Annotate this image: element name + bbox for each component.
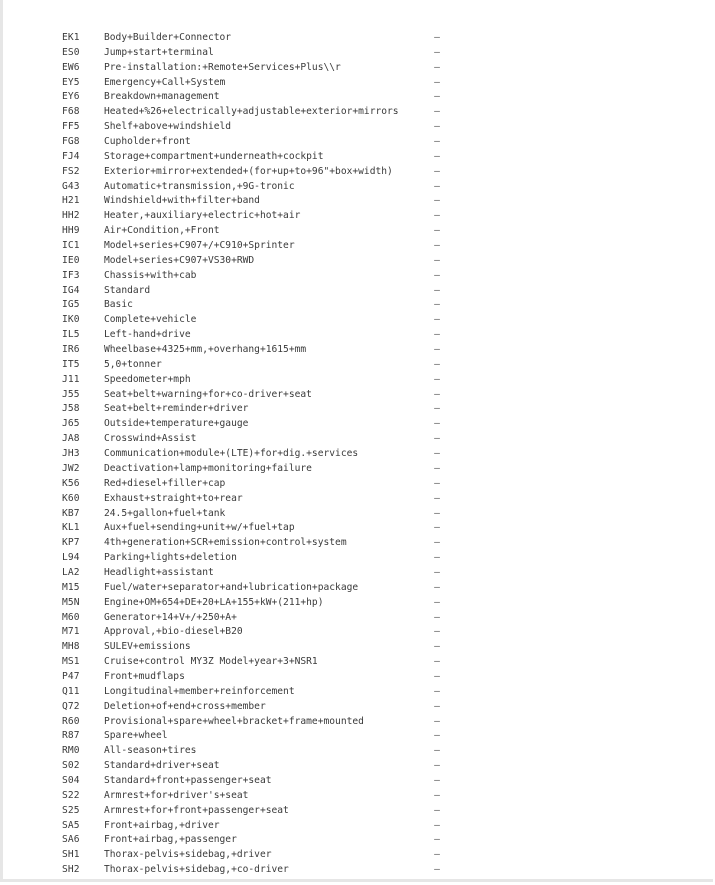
option-value: – [434,834,440,846]
option-description: SULEV+emissions [104,641,191,653]
option-description: Model+series+C907+/+C910+Sprinter [104,240,295,252]
option-description: Thorax-pelvis+sidebag,+driver [104,849,272,861]
option-description: Longitudinal+member+reinforcement [104,685,295,697]
option-description: Speedometer+mph [104,373,191,385]
option-description: Storage+compartment+underneath+cockpit [104,150,324,162]
option-code: IR6 [62,344,80,356]
option-description: Pre-installation:+Remote+Services+Plus\\r [104,61,341,73]
option-code: SH1 [62,849,80,861]
option-row [62,254,462,269]
option-value: – [434,656,440,668]
option-value: – [434,32,440,43]
option-description: Air+Condition,+Front [104,225,220,237]
option-code: IT5 [62,358,80,370]
option-value: – [434,121,440,133]
option-description: All-season+tires [104,745,197,757]
option-row [62,328,462,343]
option-description: Fuel/water+separator+and+lubrication+package [104,581,359,593]
option-description: Front+airbag,+passenger [104,834,237,846]
option-value: – [434,403,440,415]
option-row [62,536,462,551]
option-description: Seat+belt+warning+for+co-driver+seat [104,388,312,400]
option-value: – [434,136,440,148]
option-value: – [434,344,440,356]
option-row [62,388,462,403]
option-row [62,269,462,284]
option-row [62,566,462,581]
option-code: J58 [62,403,80,415]
option-code: EK1 [62,32,80,43]
option-row [62,833,462,848]
option-row [62,417,462,432]
option-code: J55 [62,388,80,400]
option-code: F68 [62,106,80,118]
option-description: Cruise+control MY3Z Model+year+3+NSR1 [104,656,318,668]
option-description: Armrest+for+front+passenger+seat [104,804,289,816]
option-description: Armrest+for+driver's+seat [104,789,249,801]
option-code: IF3 [62,269,80,281]
option-code: MS1 [62,656,80,668]
option-value: – [434,46,440,58]
option-row [62,655,462,670]
option-description: Crosswind+Assist [104,433,197,445]
option-code: RM0 [62,745,80,757]
option-description: Automatic+transmission,+9G-tronic [104,180,295,192]
option-code: FS2 [62,165,80,177]
option-code: MH8 [62,641,80,653]
option-description: Chassis+with+cab [104,269,197,281]
option-code: IE0 [62,254,80,266]
option-value: – [434,91,440,103]
option-value: – [434,418,440,430]
option-code: S02 [62,760,80,772]
option-row [62,105,462,120]
option-value: – [434,596,440,608]
option-row [62,76,462,91]
option-code: J65 [62,418,80,430]
option-value: – [434,804,440,816]
option-row [62,284,462,299]
option-value: – [434,150,440,162]
option-value: – [434,388,440,400]
option-row [62,150,462,165]
option-row [62,848,462,863]
option-value: – [434,61,440,73]
option-description: Engine+OM+654+DE+20+LA+155+kW+(211+hp) [104,596,324,608]
option-code: G43 [62,180,80,192]
option-value: – [434,760,440,772]
option-code: SH2 [62,864,80,876]
option-row [62,209,462,224]
option-description: Standard+driver+seat [104,760,220,772]
option-value: – [434,106,440,118]
option-row [62,640,462,655]
option-row [62,165,462,180]
option-value: – [434,492,440,504]
option-row [62,313,462,328]
option-value: – [434,269,440,281]
option-description: Model+series+C907+VS30+RWD [104,254,255,266]
option-description: Basic [104,299,133,311]
option-description: Deactivation+lamp+monitoring+failure [104,462,312,474]
option-row [62,402,462,417]
option-description: Generator+14+V+/+250+A+ [104,611,237,623]
option-value: – [434,373,440,385]
option-code: L94 [62,552,80,564]
option-code: M60 [62,611,80,623]
option-value: – [434,195,440,207]
option-row [62,224,462,239]
option-code: S04 [62,774,80,786]
option-code: M5N [62,596,80,608]
option-row [62,700,462,715]
option-description: Parking+lights+deletion [104,552,237,564]
option-code: P47 [62,670,80,682]
option-code: K56 [62,477,80,489]
option-description: Provisional+spare+wheel+bracket+frame+mounted [104,715,364,727]
option-description: Windshield+with+filter+band [104,195,260,207]
option-value: – [434,329,440,341]
option-value: – [434,462,440,474]
option-row [62,774,462,789]
option-code: KL1 [62,522,80,534]
option-value: – [434,774,440,786]
option-row [62,180,462,195]
option-row [62,715,462,730]
option-description: Outside+temperature+gauge [104,418,249,430]
option-value: – [434,358,440,370]
option-code: M71 [62,626,80,638]
option-value: – [434,611,440,623]
option-description: Seat+belt+reminder+driver [104,403,249,415]
option-row [62,298,462,313]
option-row [62,789,462,804]
option-code: S25 [62,804,80,816]
option-row [62,239,462,254]
option-description: 5,0+tonner [104,358,162,370]
option-code: H21 [62,195,80,207]
option-row [62,477,462,492]
option-code: IC1 [62,240,80,252]
option-code: ES0 [62,46,80,58]
option-value: – [434,507,440,519]
option-row [62,90,462,105]
option-description: Spare+wheel [104,730,168,742]
option-row [62,596,462,611]
option-description: Aux+fuel+sending+unit+w/+fuel+tap [104,522,295,534]
option-code: HH2 [62,210,80,222]
option-description: Emergency+Call+System [104,76,226,88]
option-value: – [434,641,440,653]
option-row [62,611,462,626]
option-row [62,670,462,685]
option-value: – [434,700,440,712]
option-description: Body+Builder+Connector [104,32,232,43]
option-description: Front+mudflaps [104,670,185,682]
option-description: Wheelbase+4325+mm,+overhang+1615+mm [104,344,307,356]
option-value: – [434,210,440,222]
option-value: – [434,299,440,311]
option-code: IK0 [62,314,80,326]
option-description: Shelf+above+windshield [104,121,232,133]
option-row [62,507,462,522]
option-value: – [434,819,440,831]
option-row [62,358,462,373]
option-description: Cupholder+front [104,136,191,148]
option-value: – [434,477,440,489]
option-value: – [434,314,440,326]
option-value: – [434,225,440,237]
option-value: – [434,284,440,296]
option-row [62,462,462,477]
option-row [62,492,462,507]
option-value: – [434,522,440,534]
option-row [62,744,462,759]
option-value: – [434,745,440,757]
option-code: Q11 [62,685,80,697]
option-description: Thorax-pelvis+sidebag,+co-driver [104,864,289,876]
option-description: Heater,+auxiliary+electric+hot+air [104,210,301,222]
option-description: Heated+%26+electrically+adjustable+exterior+mirrors [104,106,399,118]
option-row [62,521,462,536]
option-code: IG4 [62,284,80,296]
option-value: – [434,537,440,549]
option-row [62,373,462,388]
option-code: HH9 [62,225,80,237]
option-code: SA6 [62,834,80,846]
option-code: R60 [62,715,80,727]
option-value: – [434,240,440,252]
option-value: – [434,448,440,460]
option-row [62,432,462,447]
option-value: – [434,433,440,445]
option-value: – [434,670,440,682]
option-description: Left-hand+drive [104,329,191,341]
option-code: M15 [62,581,80,593]
option-description: Front+airbag,+driver [104,819,220,831]
option-row [62,135,462,150]
option-value: – [434,789,440,801]
option-description: Standard+front+passenger+seat [104,774,272,786]
option-row [62,31,462,46]
option-code: JA8 [62,433,80,445]
option-description: Communication+module+(LTE)+for+dig.+services [104,448,359,460]
option-row [62,625,462,640]
option-code: S22 [62,789,80,801]
option-row [62,194,462,209]
option-row [62,581,462,596]
option-row [62,759,462,774]
option-value: – [434,566,440,578]
option-description: Red+diesel+filler+cap [104,477,226,489]
option-row [62,863,462,878]
option-description: 4th+generation+SCR+emission+control+system [104,537,347,549]
option-row [62,551,462,566]
option-row [62,343,462,358]
option-description: Deletion+of+end+cross+member [104,700,266,712]
option-row [62,819,462,834]
option-value: – [434,165,440,177]
option-value: – [434,715,440,727]
option-description: Breakdown+management [104,91,220,103]
option-value: – [434,849,440,861]
option-row [62,61,462,76]
option-code: KB7 [62,507,80,519]
option-row [62,447,462,462]
option-description: Headlight+assistant [104,566,214,578]
option-code: EY6 [62,91,80,103]
option-code: FF5 [62,121,80,133]
option-description: Complete+vehicle [104,314,197,326]
option-code: EW6 [62,61,80,73]
option-description: Exterior+mirror+extended+(for+up+to+96"+box+width) [104,165,393,177]
option-code: FJ4 [62,150,80,162]
option-description: Approval,+bio-diesel+B20 [104,626,243,638]
option-code: EY5 [62,76,80,88]
option-code: LA2 [62,566,80,578]
option-value: – [434,685,440,697]
option-code: JW2 [62,462,80,474]
option-description: Jump+start+terminal [104,46,214,58]
option-description: 24.5+gallon+fuel+tank [104,507,226,519]
option-row [62,120,462,135]
option-value: – [434,254,440,266]
option-code: JH3 [62,448,80,460]
option-code: R87 [62,730,80,742]
option-code: IL5 [62,329,80,341]
option-description: Exhaust+straight+to+rear [104,492,243,504]
option-value: – [434,626,440,638]
option-row [62,804,462,819]
option-row [62,729,462,744]
option-value: – [434,180,440,192]
option-code: FG8 [62,136,80,148]
option-code: IG5 [62,299,80,311]
option-code: K60 [62,492,80,504]
option-value: – [434,864,440,876]
option-code: KP7 [62,537,80,549]
option-row [62,46,462,61]
option-row [62,685,462,700]
options-list [62,31,462,878]
option-value: – [434,581,440,593]
option-value: – [434,76,440,88]
option-code: SA5 [62,819,80,831]
option-code: J11 [62,373,80,385]
option-description: Standard [104,284,151,296]
option-code: Q72 [62,700,80,712]
option-value: – [434,730,440,742]
option-value: – [434,552,440,564]
